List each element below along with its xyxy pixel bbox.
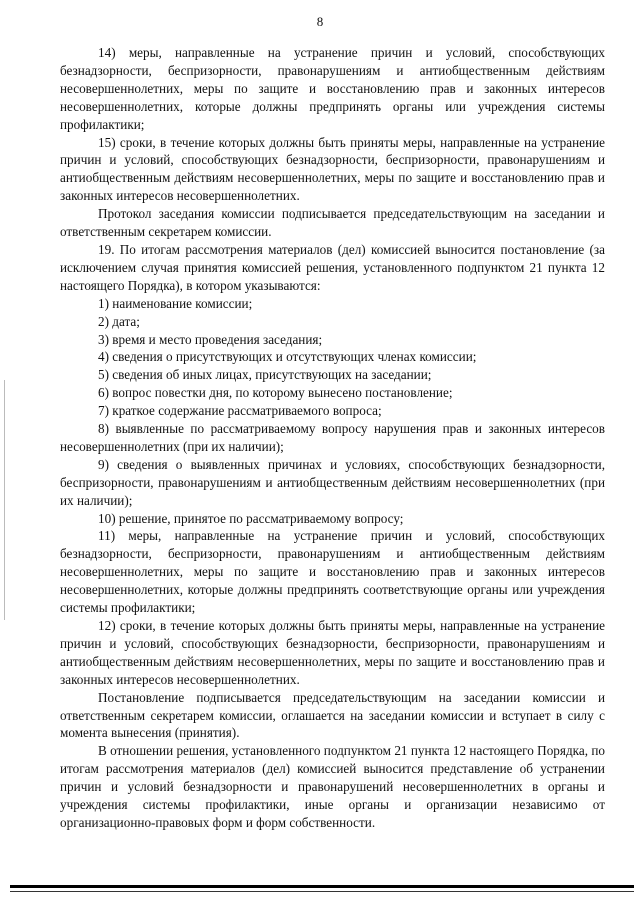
list-item-6: 6) вопрос повестки дня, по которому вынесено постановление; xyxy=(98,385,453,401)
list-item-8: 8) выявленные по рассматриваемому вопросу нарушения прав и законных интересов несовершеннолетних (при их наличии); xyxy=(60,421,605,454)
paragraph-resolution-signing: Постановление подписывается председательствующим на заседании комиссии и ответственным секретарем комиссии, оглашается на заседании комиссии и вступает в силу с момента вынесения (принятия). xyxy=(60,689,605,741)
list-item-4: 4) сведения о присутствующих и отсутствующих членах комиссии; xyxy=(98,349,477,365)
scan-edge-mark xyxy=(4,380,5,620)
list-item-1: 1) наименование комиссии; xyxy=(98,295,253,311)
list-item-2: 2) дата; xyxy=(98,313,140,329)
paragraph-item-15: 15) сроки, в течение которых должны быть приняты меры, направленные на устранение причин и условий, способствующих безнадзорности, беспризорности, правонарушениям и антиобщественным действиям несовершеннолетних, меры по защите и восстановлению прав и законных интересов несовершеннолетних. xyxy=(60,134,605,204)
list-item-10: 10) решение, принятое по рассматриваемому вопросу; xyxy=(98,510,404,526)
list-item-11: 11) меры, направленные на устранение причин и условий, способствующих безнадзорности, беспризорности, правонарушениям и антиобщественным действиям несовершеннолетних, меры по защите и восстановлению прав и законных интересов несовершеннолетних, которые должны предпринять соответствующие органы или учреждения системы профилактики; xyxy=(60,528,605,616)
list-item-9: 9) сведения о выявленных причинах и условиях, способствующих безнадзорности, беспризорности, правонарушениям и антиобщественным действиям несовершеннолетних (при их наличии); xyxy=(60,456,605,508)
paragraph-clause-19: 19. По итогам рассмотрения материалов (дел) комиссией выносится постановление (за исключением случая принятия комиссией решения, установленного подпунктом 21 пункта 12 настоящего Порядка), в котором указываются: xyxy=(60,241,605,293)
list-item-3: 3) время и место проведения заседания; xyxy=(98,331,323,347)
list-item-5: 5) сведения об иных лицах, присутствующих на заседании; xyxy=(98,367,432,383)
paragraph-protocol-signing: Протокол заседания комиссии подписывается председательствующим на заседании и ответственным секретарем комиссии. xyxy=(60,206,605,240)
document-body xyxy=(60,44,605,832)
paragraph-item-14: 14) меры, направленные на устранение причин и условий, способствующих безнадзорности, беспризорности, правонарушениям и антиобщественным действиям несовершеннолетних, меры по защите и восстановлению прав и законных интересов несовершеннолетних, которые должны предпринять органы или учреждения системы профилактики; xyxy=(60,45,605,132)
list-item-7: 7) краткое содержание рассматриваемого вопроса; xyxy=(98,403,382,419)
bottom-rule-thin xyxy=(10,891,634,892)
bottom-rule xyxy=(10,885,634,888)
paragraph-decision-submission: В отношении решения, установленного подпунктом 21 пункта 12 настоящего Порядка, по итогам рассмотрения материалов (дел) комиссией выносится представление об устранении причин и условий безнадзорности и правонарушений несовершеннолетних в органы и учреждения системы профилактики, иные органы и организации независимо от организационно-правовых форм и форм собственности. xyxy=(60,743,605,830)
page-number: 8 xyxy=(316,14,324,29)
list-item-12: 12) сроки, в течение которых должны быть приняты меры, направленные на устранение причин и условий, способствующих безнадзорности, беспризорности, правонарушениям и антиобщественным действиям несовершеннолетних, меры по защите и восстановлению прав и законных интересов несовершеннолетних. xyxy=(60,618,605,687)
